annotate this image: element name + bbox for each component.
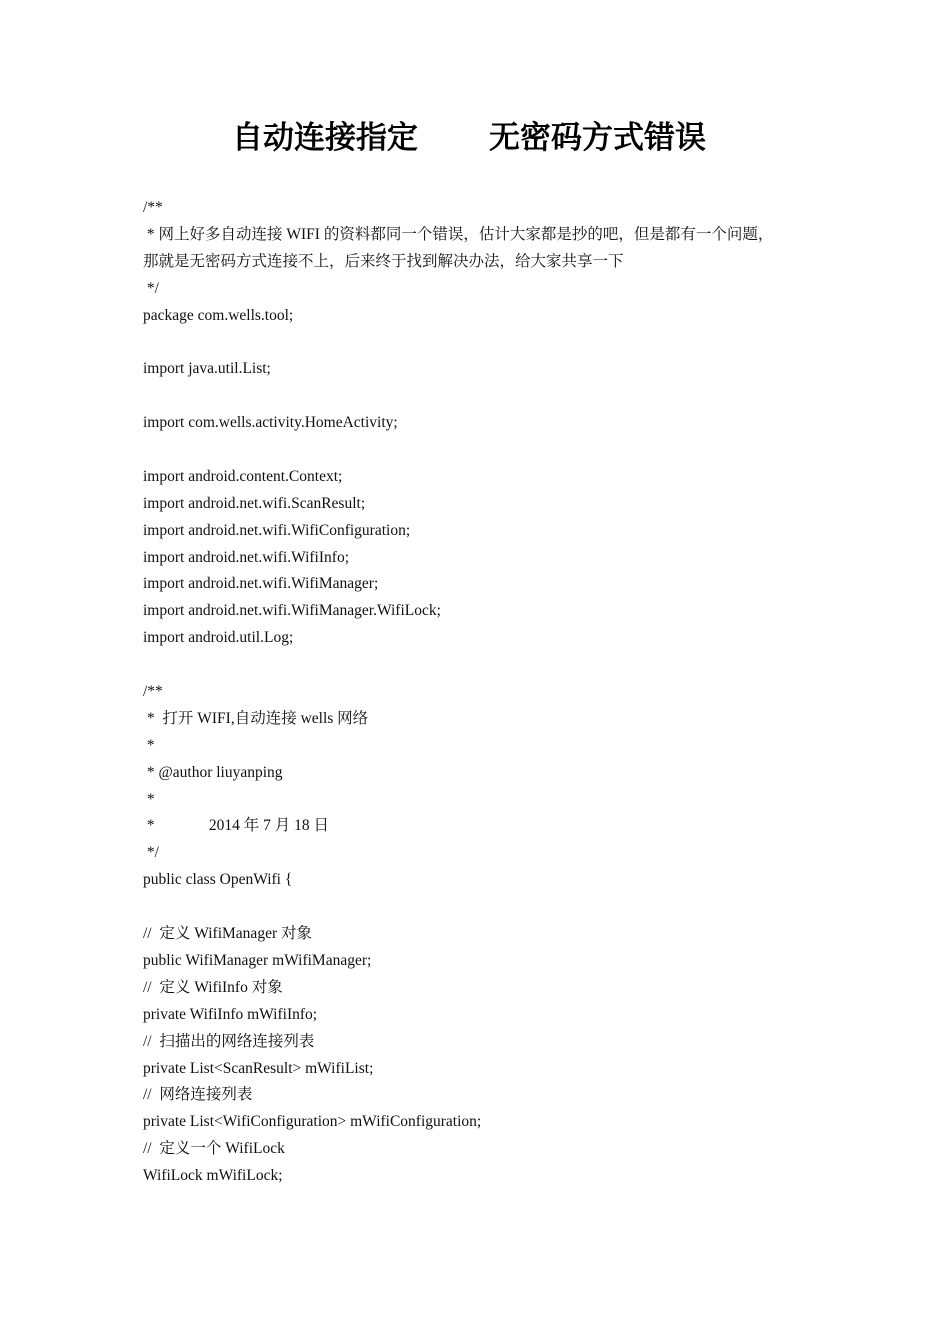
text-line: */ (143, 844, 159, 862)
text-line: import android.net.wifi.WifiManager.WifiLock; (143, 602, 441, 620)
document-title (0, 112, 950, 162)
text-line: * (143, 790, 155, 808)
text-line: * 网上好多自动连接 WIFI 的资料都同一个错误，估计大家都是抄的吧，但是都有一个问题， (143, 225, 774, 243)
text-line: // 定义 WifiManager 对象 (143, 925, 312, 943)
text-line: WifiLock mWifiLock; (143, 1167, 283, 1185)
blank-line (143, 437, 843, 464)
text-line: private List<ScanResult> mWifiList; (143, 1059, 374, 1077)
text-line: import java.util.List; (143, 360, 271, 378)
blank-line (143, 329, 843, 356)
blank-line (143, 894, 843, 921)
title-part-2: 无密码方式错误 (489, 120, 706, 156)
text-line: /** (143, 683, 163, 701)
text-line: * @author liuyanping (143, 763, 283, 781)
text-line: import android.net.wifi.WifiConfiguration; (143, 521, 411, 539)
text-line: */ (143, 279, 159, 297)
text-line: private List<WifiConfiguration> mWifiConfiguration; (143, 1113, 482, 1131)
text-line: public class OpenWifi { (143, 871, 293, 889)
blank-line (143, 652, 843, 679)
text-line: import android.net.wifi.WifiManager; (143, 575, 379, 593)
blank-line (143, 383, 843, 410)
text-line: // 网络连接列表 (143, 1086, 253, 1104)
text-line: package com.wells.tool; (143, 306, 294, 324)
title-part-1: 自动连接指定 (232, 120, 418, 156)
text-line: private WifiInfo mWifiInfo; (143, 1005, 318, 1023)
text-line: // 定义一个 WifiLock (143, 1140, 285, 1158)
text-line: import android.content.Context; (143, 467, 343, 485)
text-line: // 扫描出的网络连接列表 (143, 1032, 315, 1050)
text-line: /** (143, 199, 163, 216)
text-line: * 2014 年 7 月 18 日 (143, 817, 330, 835)
text-line: import android.util.Log; (143, 629, 294, 647)
text-line: * (143, 736, 155, 754)
text-line: import android.net.wifi.WifiInfo; (143, 548, 349, 566)
text-line: * 打开 WIFI,自动连接 wells 网络 (143, 709, 369, 727)
text-line: import com.wells.activity.HomeActivity; (143, 414, 398, 432)
document-body (143, 195, 843, 1190)
text-line: public WifiManager mWifiManager; (143, 951, 372, 969)
text-line: 那就是无密码方式连接不上，后来终于找到解决办法，给大家共享一下 (143, 252, 624, 270)
text-line: import android.net.wifi.ScanResult; (143, 494, 366, 512)
text-line: // 定义 WifiInfo 对象 (143, 978, 283, 996)
